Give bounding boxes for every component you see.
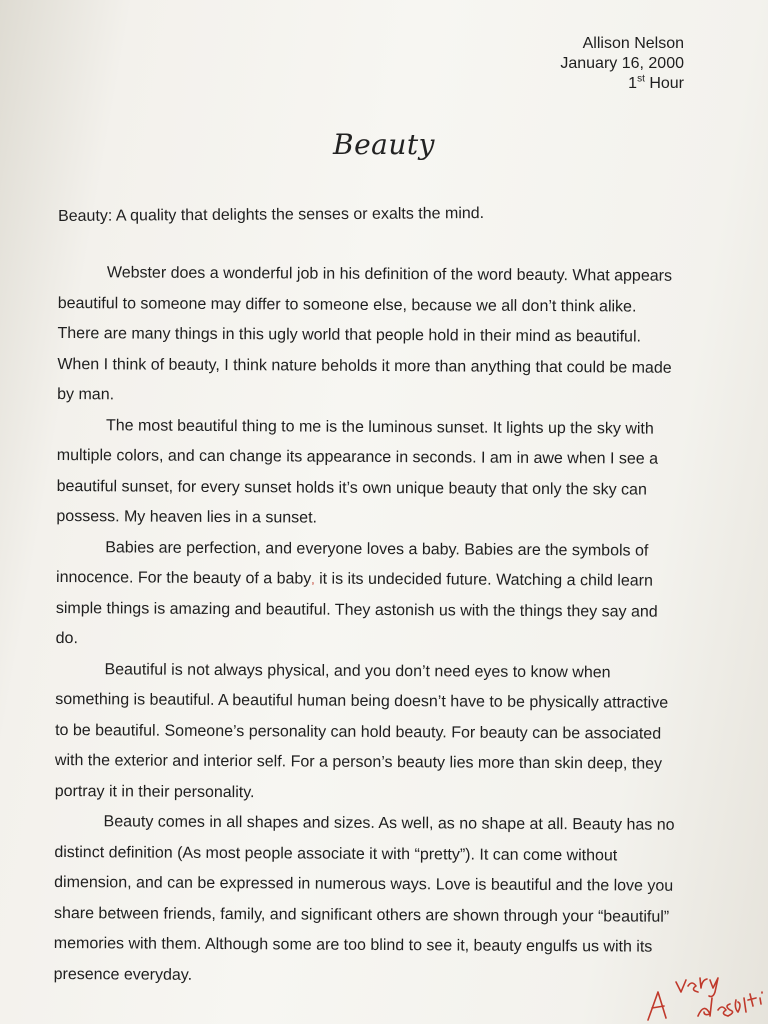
hour-word: Hour xyxy=(649,75,684,92)
paragraph-2: The most beautiful thing to me is the luminous sunset. It lights up the sky with multiple colors, and can change its appearance in seconds. I am in awe when I see a beautiful sunset, for every sunset holds it’s own unique beauty that only the sky can possess. My heaven lies in a sunset. xyxy=(56,416,659,527)
paragraph-3-part-2: it is its undecided future. Watching a child learn simple things is amazing and beautiful. They astonish us with the things they say and do. xyxy=(55,570,658,648)
header-block xyxy=(560,34,684,94)
hour-number: 1 xyxy=(628,75,638,92)
essay-title: Beauty xyxy=(333,128,435,161)
red-comma-correction: , xyxy=(311,572,315,587)
class-hour xyxy=(560,74,684,94)
teacher-comment xyxy=(628,934,768,1024)
hour-suffix: st xyxy=(637,73,645,85)
paragraph-5: Beauty comes in all shapes and sizes. As well, as no shape at all. Beauty has no distinct definition (As most people associate it with “pretty”). It can come without dimension, and can be expressed in numerous ways. Love is beautiful and the love you share between friends, family, and significant others are shown through your “beautiful” memories with them. Although some are too blind to see it, beauty engulfs us with its presence everyday. xyxy=(53,813,675,984)
essay-body xyxy=(54,258,678,994)
definition-line: Beauty: A quality that delights the senses or exalts the mind. xyxy=(58,205,485,225)
essay-date: January 16, 2000 xyxy=(560,55,684,72)
teacher-comment-handwriting xyxy=(628,934,768,1024)
paragraph-3 xyxy=(56,532,677,658)
student-name: Allison Nelson xyxy=(582,35,684,52)
paragraph-1: Webster does a wonderful job in his definition of the word beauty. What appears beautiful to someone may differ to someone else, because we all don’t think alike. There are many things in this ugly world that people hold in their mind as beautiful. When I think of beauty, I think nature beholds it more than anything that could be made by man. xyxy=(57,264,673,404)
paragraph-4: Beautiful is not always physical, and you don’t need eyes to know when something is beautiful. A beautiful human being doesn’t have to be physically attractive to be beautiful. Someone’s personality can hold beauty. For beauty can be associated with the exterior and interior self. For a person’s beauty lies more than skin deep, they portray it in their personality. xyxy=(54,660,669,801)
paragraph-3-part-1: Babies are perfection, and everyone loves a baby. Babies are the symbols of innocence. For the beauty of a baby xyxy=(55,538,649,588)
